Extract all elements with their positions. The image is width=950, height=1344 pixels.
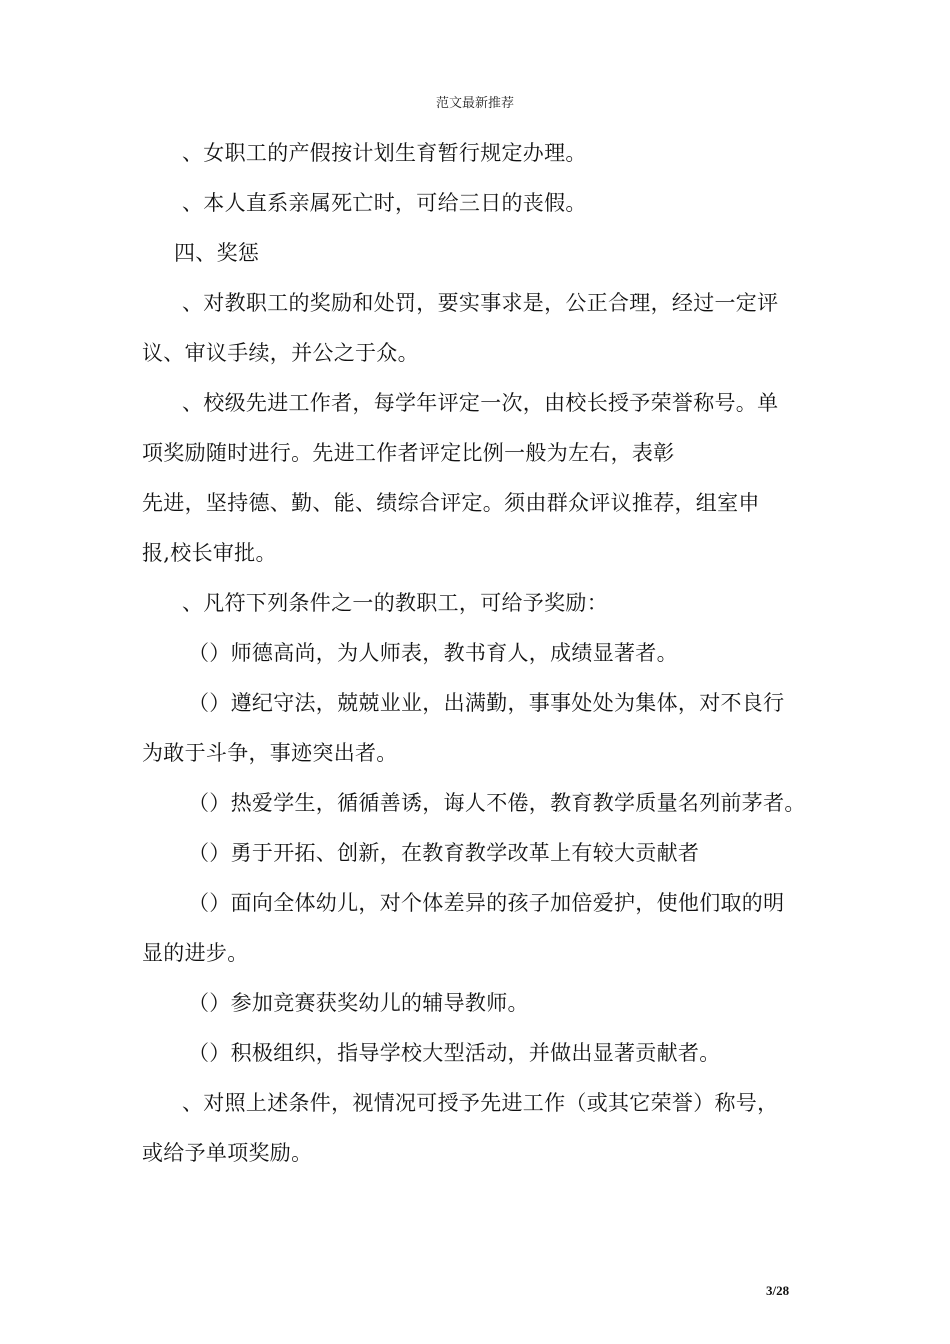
paragraph-line: 项奖励随时进行。先进工作者评定比例一般为左右，表彰 xyxy=(142,441,675,465)
list-item: （）师德高尚，为人师表，教书育人，成绩显著者。 xyxy=(188,641,678,665)
list-item: （）面向全体幼儿，对个体差异的孩子加倍爱护，使他们取的明 xyxy=(188,891,785,915)
list-item-continuation: 显的进步。 xyxy=(142,941,249,965)
paragraph-line: 、凡符下列条件之一的教职工，可给予奖励： xyxy=(182,591,608,615)
paragraph-line: 或给予单项奖励。 xyxy=(142,1141,313,1165)
paragraph-line: 、对照上述条件，视情况可授予先进工作（或其它荣誉）称号， xyxy=(182,1091,779,1115)
list-item: （）热爱学生，循循善诱，诲人不倦，教育教学质量名列前茅者。 xyxy=(188,791,806,815)
list-item: （）积极组织，指导学校大型活动，并做出显著贡献者。 xyxy=(188,1041,721,1065)
list-item: （）参加竞赛获奖幼儿的辅导教师。 xyxy=(188,991,529,1015)
paragraph-line: 、女职工的产假按计划生育暂行规定办理。 xyxy=(182,141,587,165)
list-item: （）遵纪守法，兢兢业业，出满勤，事事处处为集体，对不良行 xyxy=(188,691,785,715)
list-item: （）勇于开拓、创新，在教育教学改革上有较大贡献者 xyxy=(188,841,700,865)
list-item-continuation: 为敢于斗争，事迹突出者。 xyxy=(142,741,398,765)
paragraph-line: 议、审议手续，并公之于众。 xyxy=(142,341,419,365)
paragraph-line: 、校级先进工作者，每学年评定一次，由校长授予荣誉称号。单 xyxy=(182,391,779,415)
paragraph-line: 先进，坚持德、勤、能、绩综合评定。须由群众评议推荐，组室申 xyxy=(142,491,760,515)
paragraph-line: 、对教职工的奖励和处罚，要实事求是，公正合理，经过一定评 xyxy=(182,291,779,315)
page-number: 3/28 xyxy=(766,1283,790,1298)
page-header: 范文最新推荐 xyxy=(435,96,514,111)
document-body xyxy=(142,128,822,1178)
section-heading: 四、奖惩 xyxy=(174,241,260,265)
paragraph-line: 、本人直系亲属死亡时，可给三日的丧假。 xyxy=(182,191,587,215)
paragraph-line: 报,校长审批。 xyxy=(142,541,277,565)
